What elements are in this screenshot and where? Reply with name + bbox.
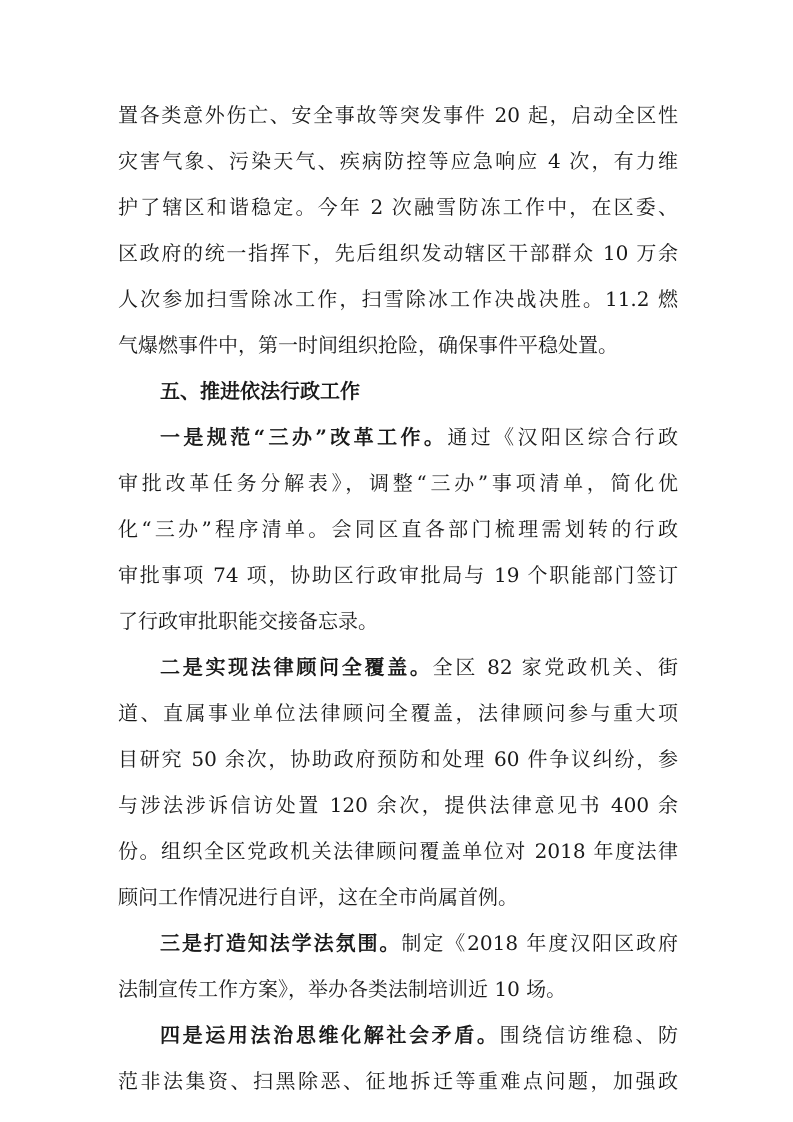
paragraph-lead: 二是实现法律顾问全覆盖。 xyxy=(160,655,433,679)
body-line: 区政府的统一指挥下，先后组织发动辖区干部群众 10 万余 xyxy=(118,241,678,265)
body-line: 目研究 50 余次，协助政府预防和处理 60 件争议纠纷，参 xyxy=(118,747,678,771)
body-line: 护了辖区和谐稳定。今年 2 次融雪防冻工作中，在区委、 xyxy=(118,195,678,219)
paragraph-lead: 四是运用法治思维化解社会矛盾。 xyxy=(160,1023,500,1047)
body-line: 置各类意外伤亡、安全事故等突发事件 20 起，启动全区性 xyxy=(118,103,678,127)
paragraph-text: 全区 82 家党政机关、街 xyxy=(432,655,678,679)
paragraph-first-line xyxy=(160,650,678,684)
paragraph-text: 制定《2018 年度汉阳区政府 xyxy=(401,931,678,955)
body-line: 顾问工作情况进行自评，这在全市尚属首例。 xyxy=(118,885,518,909)
paragraph-first-line xyxy=(160,926,678,960)
paragraph-text: 围绕信访维稳、防 xyxy=(499,1023,679,1047)
body-line: 法制宣传工作方案》，举办各类法制培训近 10 场。 xyxy=(118,977,567,1001)
body-line: 审批事项 74 项，协助区行政审批局与 19 个职能部门签订 xyxy=(118,563,678,587)
paragraph-text: 通过《汉阳区综合行政 xyxy=(447,425,679,449)
body-line: 化“三办”程序清单。会同区直各部门梳理需划转的行政 xyxy=(118,517,678,541)
body-line: 气爆燃事件中，第一时间组织抢险，确保事件平稳处置。 xyxy=(118,333,618,357)
body-line: 审批改革任务分解表》，调整“三办”事项清单，简化优 xyxy=(118,471,678,495)
paragraph-first-line xyxy=(160,420,678,454)
paragraph-lead: 三是打造知法学法氛围。 xyxy=(160,931,402,955)
body-line: 灾害气象、污染天气、疾病防控等应急响应 4 次，有力维 xyxy=(118,149,678,173)
body-line: 了行政审批职能交接备忘录。 xyxy=(118,609,378,633)
body-line: 份。组织全区党政机关法律顾问覆盖单位对 2018 年度法律 xyxy=(118,839,678,863)
paragraph-lead: 一是规范“三办”改革工作。 xyxy=(160,425,448,449)
body-line: 道、直属事业单位法律顾问全覆盖，法律顾问参与重大项 xyxy=(118,701,678,725)
section-heading: 五、推进依法行政工作 xyxy=(160,379,360,403)
body-line: 与涉法涉诉信访处置 120 余次，提供法律意见书 400 余 xyxy=(118,793,678,817)
paragraph-first-line xyxy=(160,1018,678,1052)
body-line: 范非法集资、扫黑除恶、征地拆迁等重难点问题，加强政 xyxy=(118,1069,678,1093)
body-line: 人次参加扫雪除冰工作，扫雪除冰工作决战决胜。11.2 燃 xyxy=(118,287,678,311)
